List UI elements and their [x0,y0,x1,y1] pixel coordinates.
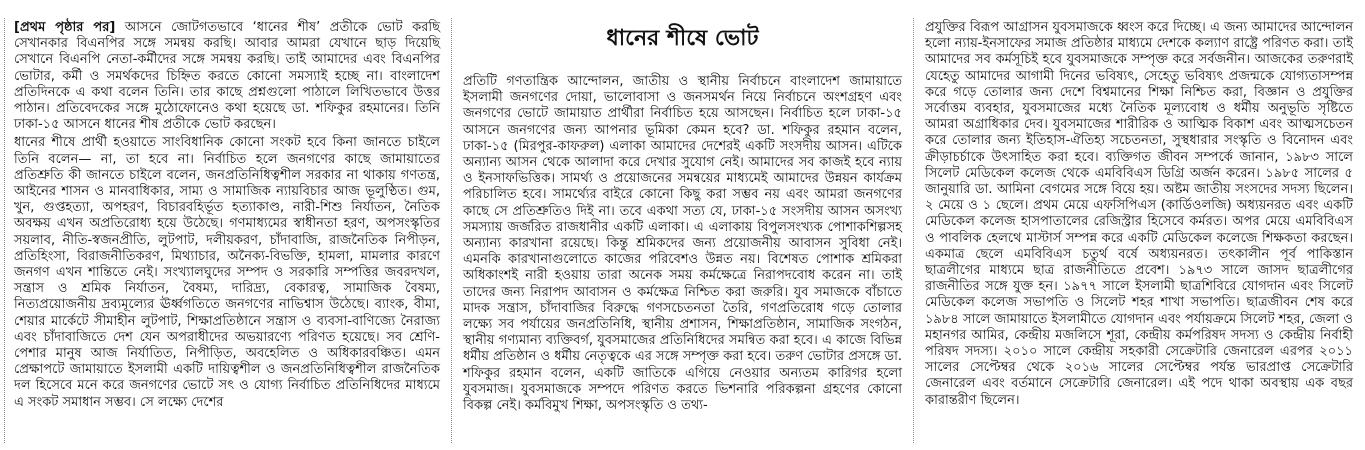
column1-paragraph-1 [14,20,440,133]
column-divider-1 [451,18,452,443]
article-column-1 [0,0,450,450]
continuation-kicker: [প্রথম পৃষ্ঠার পর] [14,20,116,35]
section-headline: ধানের শীষে ভোট [606,25,759,51]
column2-paragraph-1: প্রতিটি গণতান্ত্রিক আন্দোলন, জাতীয় ও স্থানীয় নির্বাচনে বাংলাদেশ জামায়াতে ইসলামী জনগণের দোয়া, ভালোবাসা ও জনসমর্থন নিয়ে নির্বাচনে অংশগ্রহণ এবং জনগণের ভোটে জামায়াত প্রার্থীরা নির্বাচিত হয়ে আসছেন। নির্বাচিত হলে ঢাকা-১৫ আসনে জনগণের জন্য আপনার ভূমিকা কেমন হবে? ডা. শফিকুর রহমান বলেন, ঢাকা-১৫ (মিরপুর-কাফরুল) এলাকা আমাদের দেশেরই একটি সংসদীয় আসন। এটিকে অন্যান্য আসন থেকে আলাদা করে দেখার সুযোগ নেই। আমাদের সব কাজই হবে ন্যায় ও ইনসাফভিত্তিক। সামর্থ্য ও প্রয়োজনের সমন্বয়ের মাধ্যমেই আমাদের উন্নয়ন কার্যক্রম পরিচালিত হবে। সামর্থ্যের বাইরে কোনো কিছু করা সম্ভব নয় এবং আমরা জনগণের কাছে সে প্রতিশ্রুতিও দিই না। তবে একথা সত্য যে, ঢাকা-১৫ সংসদীয় আসন অসংখ্য সমস্যায় জর্জরিত রাজধানীর একটি এলাকা। এ এলাকায় বিপুলসংখ্যক পোশাকশিল্পসহ অন্যান্য কারখানা রয়েছে। কিন্তু শ্রমিকদের জন্য প্রয়োজনীয় আবাসন সুবিধা নেই। এমনকি কারখানাগুলোতে কাজের পরিবেশও উন্নত নয়। বিশেষত পোশাক শ্রমিকরা অধিকাংশই নারী হওয়ায় তারা অনেক সময় কর্মক্ষেত্রে নিরাপদবোধ করেন না। তাই তাদের জন্য নিরাপদ আবাসন ও কর্মক্ষেত্র নিশ্চিত করা জরুরি। যুব সমাজকে বাঁচাতে মাদক সন্ত্রাস, চাঁদাবাজির বিরুদ্ধে গণসচেতনতা তৈরি, গণপ্রতিরোধ গড়ে তোলার লক্ষ্যে সব পর্যায়ের জনপ্রতিনিধি, স্থানীয় প্রশাসন, শিক্ষাপ্রতিষ্ঠান, সামাজিক সংগঠন, স্থানীয় গণ্যমান্য ব্যক্তিবর্গ, যুবসমাজের প্রতিনিধিদের সমন্বিত করা হবে। এ কাজে বিভিন্ন ধর্মীয় প্রতিষ্ঠান ও ধর্মীয় নেতৃত্বকে এর সঙ্গে সম্পৃক্ত করা হবে। তরুণ ভোটার প্রসঙ্গে ডা. শফিকুর রহমান বলেন, একটি জাতিকে এগিয়ে নেওয়ার অন্যতম কারিগর হলো যুবসমাজ। যুবসমাজকে সম্পদে পরিণত করতে ভিশনারি পরিকল্পনা গ্রহণের কোনো বিকল্প নেই। কর্মবিমুখ শিক্ষা, অপসংস্কৃতি ও তথ্য- [463,74,902,414]
column1-paragraph-1-text: আসনে জোটগতভাবে ‘ধানের শীষ’ প্রতীকে ভোট করছি সেখানকার বিএনপির সঙ্গে সমন্বয় করছি। আবার আমরা যেখানে ছাড় দিয়েছি সেখানে বিএনপি নেতা-কর্মীদের সঙ্গে সমন্বয় করছি। তাই আমাদের এবং বিএনপির ভোটার, কর্মী ও সমর্থকদের চিহ্নিত করতে কোনো সমস্যাই হচ্ছে না। বাংলাদেশ প্রতিদিনকে এ কথা বলেন তিনি। তার কাছে প্রশ্নগুলো পাঠালে লিখিতভাবে উত্তর পাঠান। প্রতিবেদকের সঙ্গে মুঠোফোনেও কথা হয়েছে ডা. শফিকুর রহমানের। তিনি ঢাকা-১৫ আসনে ধানের শীষ প্রতীকে ভোট করছেন। [14,20,440,133]
column-divider-2 [913,18,914,443]
column1-paragraph-2: ধানের শীষে প্রার্থী হওয়াতে সাংবিধানিক কোনো সংকট হবে কিনা জানতে চাইলে তিনি বলেন— না, তা হবে না। নির্বাচিত হলে জনগণের কাছে জামায়াতের প্রতিশ্রুতি কী জানতে চাইলে বলেন, জনপ্রতিনিধিত্বশীল সরকার না থাকায় গণতন্ত্র, আইনের শাসন ও মানবাধিকার, সাম্য ও সামাজিক ন্যায়বিচার আজ ভূলুণ্ঠিত। গুম, খুন, গুপ্তহত্যা, অপহরণ, বিচারবহির্ভূত হত্যাকাণ্ড, নারী-শিশু নির্যাতন, নৈতিক অবক্ষয় এখন অপ্রতিরোধ্য হয়ে উঠেছে। গণমাধ্যমের স্বাধীনতা হরণ, অপসংস্কৃতির সয়লাব, নীতি-স্বজনপ্রীতি, লুটপাট, দলীয়করণ, চাঁদাবাজি, রাজনৈতিক নিপীড়ন, প্রতিহিংসা, বিরাজনীতিকরণ, মিথ্যাচার, অনৈক্য-বিভক্তি, হামলা, মামলার কারণে জনগণ এখন শান্তিতে নেই। সংখ্যালঘুদের সম্পদ ও সরকারি সম্পত্তির জবরদখল, সন্ত্রাস ও শ্রমিক নির্যাতন, বৈষম্য, দারিদ্র্য, বেকারত্ব, সামাজিক বৈষম্য, নিত্যপ্রয়োজনীয় দ্রব্যমূল্যের ঊর্ধ্বগতিতে জনগণের নাভিশ্বাস উঠেছে। ব্যাংক, বীমা, শেয়ার মার্কেটে সীমাহীন লুটপাট, শিক্ষাপ্রতিষ্ঠানে সন্ত্রাস ও ব্যবসা-বাণিজ্যে নৈরাজ্য এবং চাঁদাবাজিতে দেশ যেন অপরাধীদের অভয়ারণ্যে পরিণত হয়েছে। সব শ্রেণি-পেশার মানুষ আজ নির্যাতিত, নিপীড়িত, অবহেলিত ও অধিকারবঞ্চিত। এমন প্রেক্ষাপটে জামায়াতে ইসলামী একটি দায়িত্বশীল ও জনপ্রতিনিধিত্বশীল রাজনৈতিক দল হিসেবে মনে করে জনগণের ভোটে সৎ ও যোগ্য নির্বাচিত প্রতিনিধিদের মাধ্যমে এ সংকট সমাধান সম্ভব। সে লক্ষ্যে দেশের [14,135,440,410]
column3-paragraph-1: প্রযুক্তির বিরূপ আগ্রাসন যুবসমাজকে ধ্বংস করে দিচ্ছে। এ জন্য আমাদের আন্দোলন হলো ন্যায়-ইনসাফের সমাজ প্রতিষ্ঠার মাধ্যমে দেশকে কল্যাণ রাষ্ট্রে পরিণত করা। তাই আমাদের সব কর্মসূচিই হবে যুবসমাজকে সম্পৃক্ত করে সর্বজনীন। আজকের তরুণরাই যেহেতু আমাদের আগামী দিনের ভবিষ্যৎ, সেহেতু ভবিষ্যৎ প্রজন্মকে যোগ্যতাসম্পন্ন করে গড়ে তোলার জন্য দেশে বিশ্বমানের শিক্ষা নিশ্চিত করা, বিজ্ঞান ও প্রযুক্তির সর্বোত্তম ব্যবহার, যুবসমাজের মধ্যে নৈতিক মূল্যবোধ ও ধর্মীয় অনুভূতি সৃষ্টিতে আমরা অগ্রাধিকার দেব। যুবসমাজের শারীরিক ও আত্মিক বিকাশ এবং আত্মসচেতন করে তোলার জন্য ইতিহাস-ঐতিহ্য সচেতনতা, সুস্থধারার সংস্কৃতি ও বিনোদন এবং ক্রীড়াচর্চাকে উৎসাহিত করা হবে। ব্যক্তিগত জীবন সম্পর্কে জানান, ১৯৮৩ সালে সিলেট মেডিকেল কলেজ থেকে এমবিবিএস ডিগ্রি অর্জন করেন। ১৯৮৫ সালের ৫ জানুয়ারি ডা. আমিনা বেগমের সঙ্গে বিয়ে হয়। অষ্টম জাতীয় সংসদের সদস্য ছিলেন। ২ মেয়ে ও ১ ছেলে। প্রথম মেয়ে এফসিপিএস (কার্ডিওলজি) অধ্যয়নরত এবং একটি মেডিকেল কলেজ হাসপাতালের রেজিস্ট্রার হিসেবে কর্মরত। অপর মেয়ে এমবিবিএস ও পাবলিক হেলথে মাস্টার্স সম্পন্ন করে একটি মেডিকেল কলেজে শিক্ষকতা করছেন। একমাত্র ছেলে এমবিবিএস চতুর্থ বর্ষে অধ্যয়নরত। তৎকালীন পূর্ব পাকিস্তান ছাত্রলীগের মাধ্যমে ছাত্র রাজনীতিতে প্রবেশ। ১৯৭৩ সালে জাসদ ছাত্রলীগের রাজনীতির সঙ্গে যুক্ত হন। ১৯৭৭ সালে ইসলামী ছাত্রশিবিরে যোগদান এবং সিলেট মেডিকেল কলেজ সভাপতি ও সিলেট শহর শাখা সভাপতি। ছাত্রজীবন শেষ করে ১৯৮৪ সালে জামায়াতে ইসলামীতে যোগদান এবং পর্যায়ক্রমে সিলেট শহর, জেলা ও মহানগর আমির, কেন্দ্রীয় মজলিসে শূরা, কেন্দ্রীয় কর্মপরিষদ সদস্য ও কেন্দ্রীয় নির্বাহী পরিষদ সদস্য। ২০১০ সালে কেন্দ্রীয় সহকারী সেক্রেটারি জেনারেল এরপর ২০১১ সালের সেপ্টেম্বর থেকে ২০১৬ সালের সেপ্টেম্বর পর্যন্ত ভারপ্রাপ্ত সেক্রেটারি জেনারেল এবং বর্তমানে সেক্রেটারি জেনারেল। এই পদে থাকা অবস্থায় এক বছর কারান্তরীণ ছিলেন। [925,20,1353,408]
article-column-2 [453,0,912,450]
article-column-3 [915,0,1365,450]
